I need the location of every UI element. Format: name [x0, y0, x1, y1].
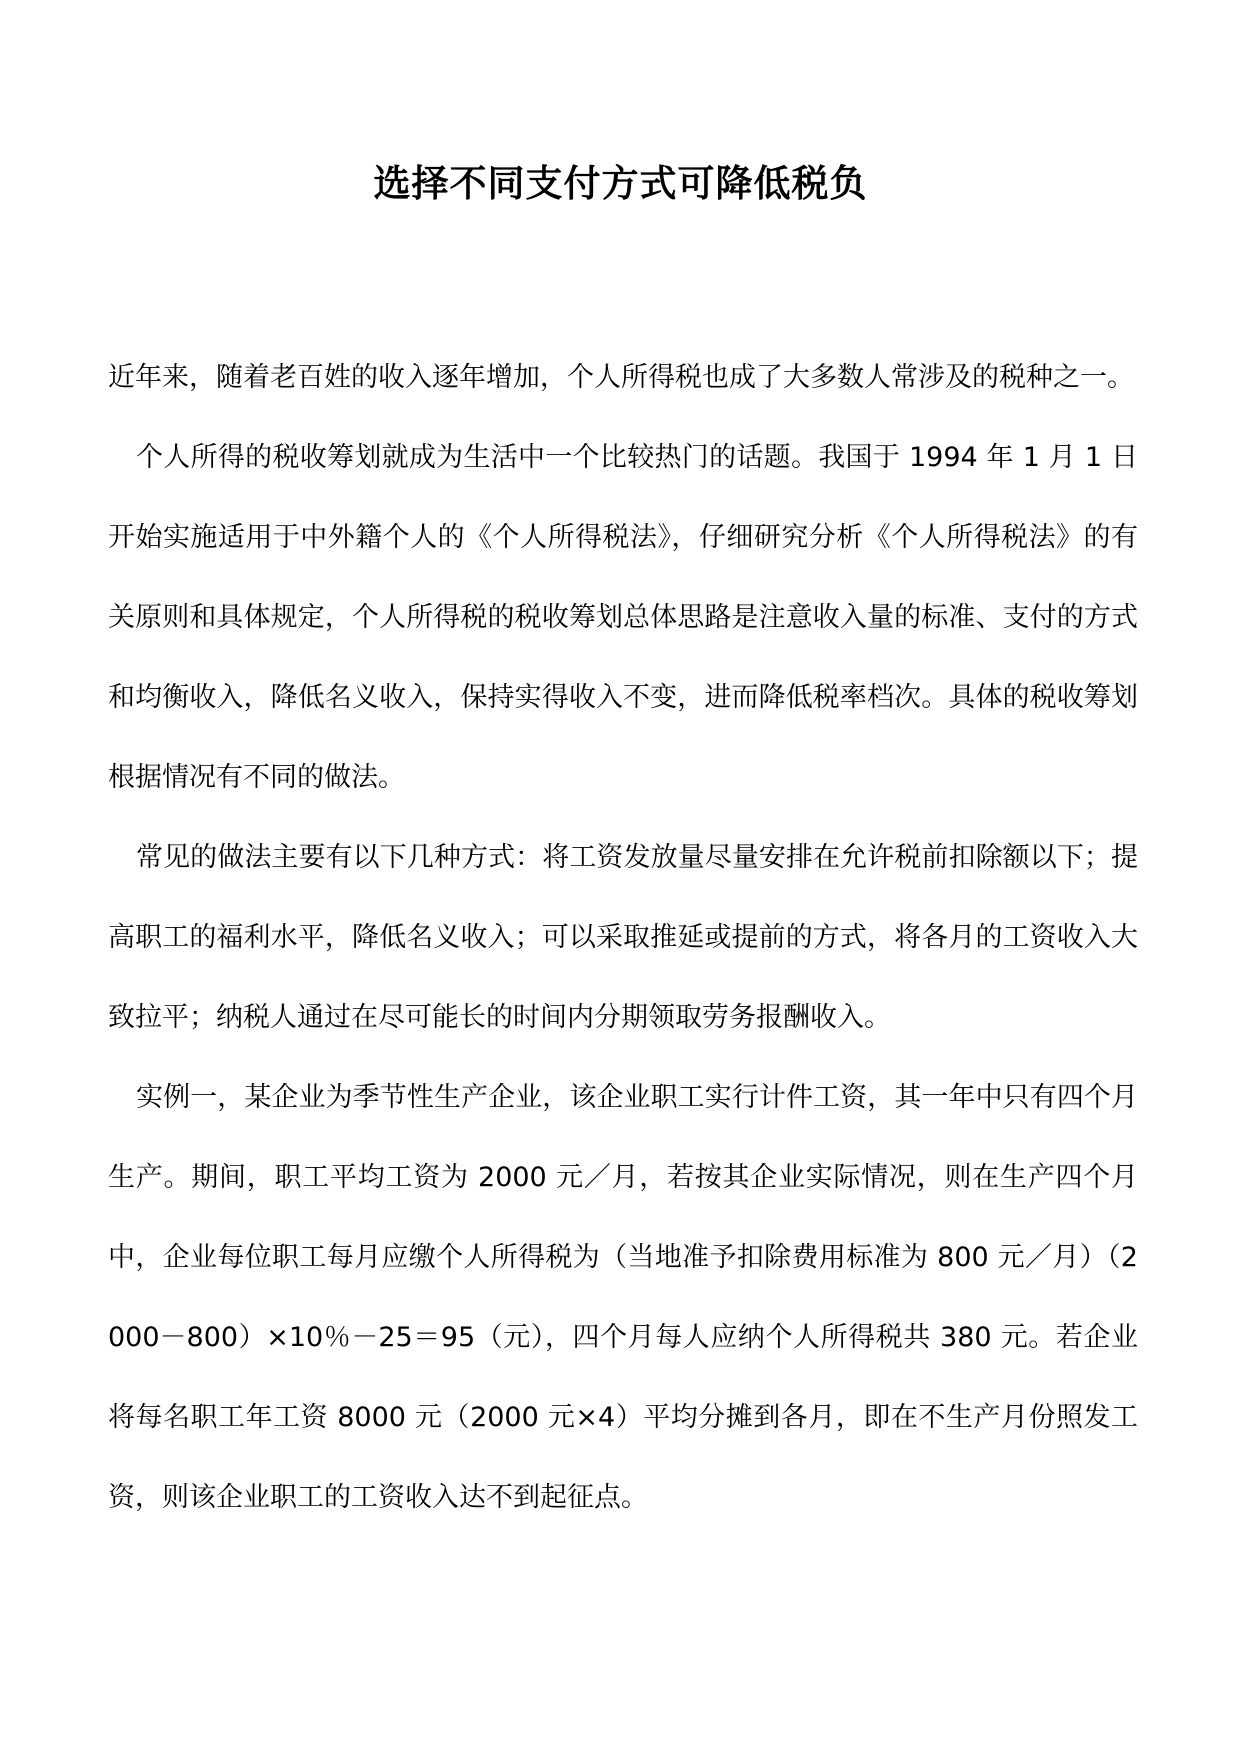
- paragraph-common-methods: 常见的做法主要有以下几种方式：将工资发放量尽量安排在允许税前扣除额以下；提高职工的福利水平，降低名义收入；可以采取推延或提前的方式，将各月的工资收入大致拉平；纳税人通过在尽可能长的时间内分期领取劳务报酬收入。: [108, 842, 1138, 1033]
- paragraph-tax-planning: 个人所得的税收筹划就成为生活中一个比较热门的话题。我国于 1994 年 1 月 1 日开始实施适用于中外籍个人的《个人所得税法》，仔细研究分析《个人所得税法》的有关原则和具体规定，个人所得税的税收筹划总体思路是注意收入量的标准、支付的方式和均衡收入，降低名义收入，保持实得收入不变，进而降低税率档次。具体的税收筹划根据情况有不同的做法。: [108, 442, 1138, 793]
- document-title: 选择不同支付方式可降低税负: [373, 162, 868, 205]
- paragraph-intro: 近年来，随着老百姓的收入逐年增加，个人所得税也成了大多数人常涉及的税种之一。: [108, 362, 1134, 393]
- document-body: [108, 338, 1138, 1538]
- paragraph-example-one: 实例一，某企业为季节性生产企业，该企业职工实行计件工资，其一年中只有四个月生产。期间，职工平均工资为 2000 元／月，若按其企业实际情况，则在生产四个月中，企业每位职工每月应缴个人所得税为（当地准予扣除费用标准为 800 元／月）（2000－800）×10％－25＝95（元），四个月每人应纳个人所得税共 380 元。若企业将每名职工年工资 8000 元（2000 元×4）平均分摊到各月，即在不生产月份照发工资，则该企业职工的工资收入达不到起征点。: [108, 1082, 1138, 1513]
